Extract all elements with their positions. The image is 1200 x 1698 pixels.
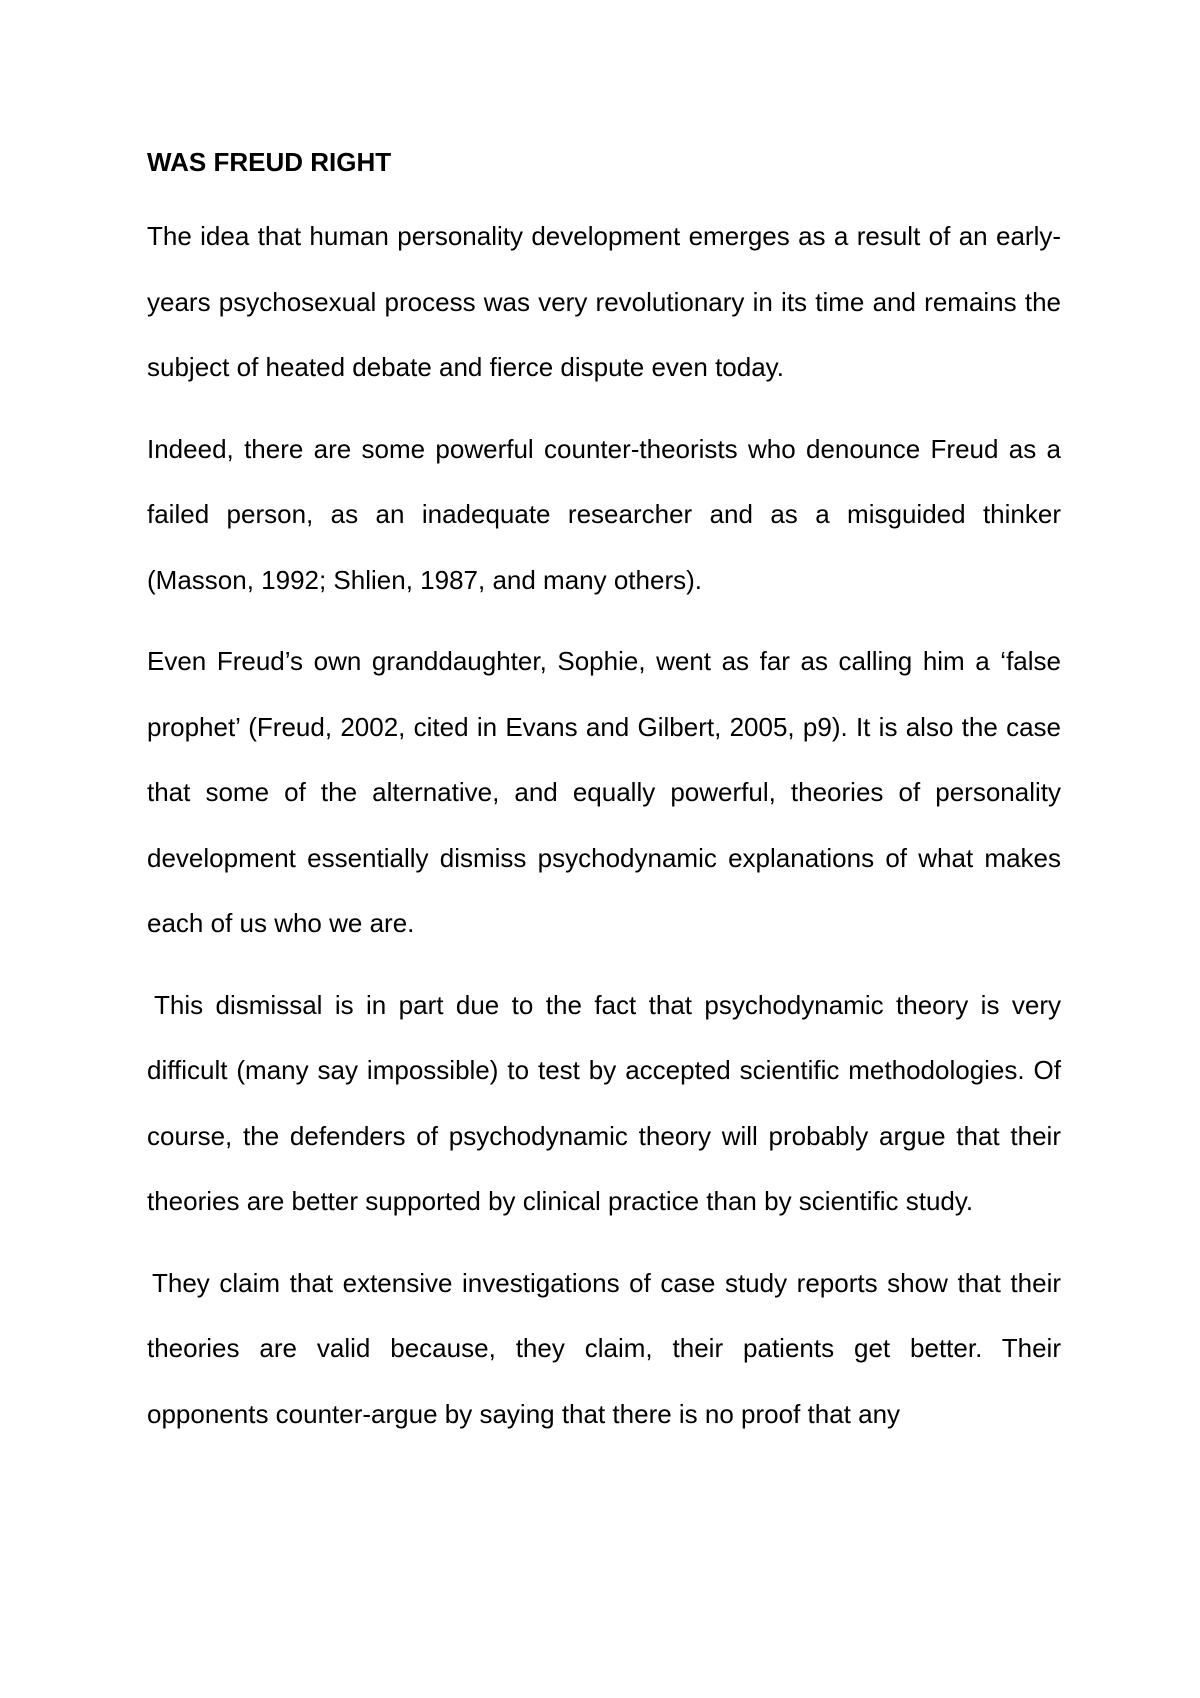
paragraph-1: The idea that human personality development emerges as a result of an early-years psychosexual process was very revolutionary in its time and remains the subject of heated debate and fierce dispute even today.: [147, 221, 1061, 382]
document-body: [147, 142, 1061, 1463]
paragraph-3: Even Freud’s own granddaughter, Sophie, went as far as calling him a ‘false prophet’ (Freud, 2002, cited in Evans and Gilbert, 2005, p9). It is also the case that some of the alternative, and equally powerful, theories of personality development essentially dismiss psychodynamic explanations of what makes each of us who we are.: [147, 646, 1061, 938]
paragraph-2: Indeed, there are some powerful counter-theorists who denounce Freud as a failed person, as an inadequate researcher and as a misguided thinker (Masson, 1992; Shlien, 1987, and many others).: [147, 433, 1061, 595]
paragraph-4: This dismissal is in part due to the fact that psychodynamic theory is very difficult (many say impossible) to test by accepted scientific methodologies. Of course, the defenders of psychodynamic theory will probably argue that their theories are better supported by clinical practice than by scientific study.: [147, 989, 1061, 1216]
document-title: WAS FREUD RIGHT: [147, 147, 392, 177]
paragraph-5: They claim that extensive investigations of case study reports show that their theories are valid because, they claim, their patients get better. Their opponents counter-argue by saying that there is no proof that any: [147, 1267, 1061, 1429]
